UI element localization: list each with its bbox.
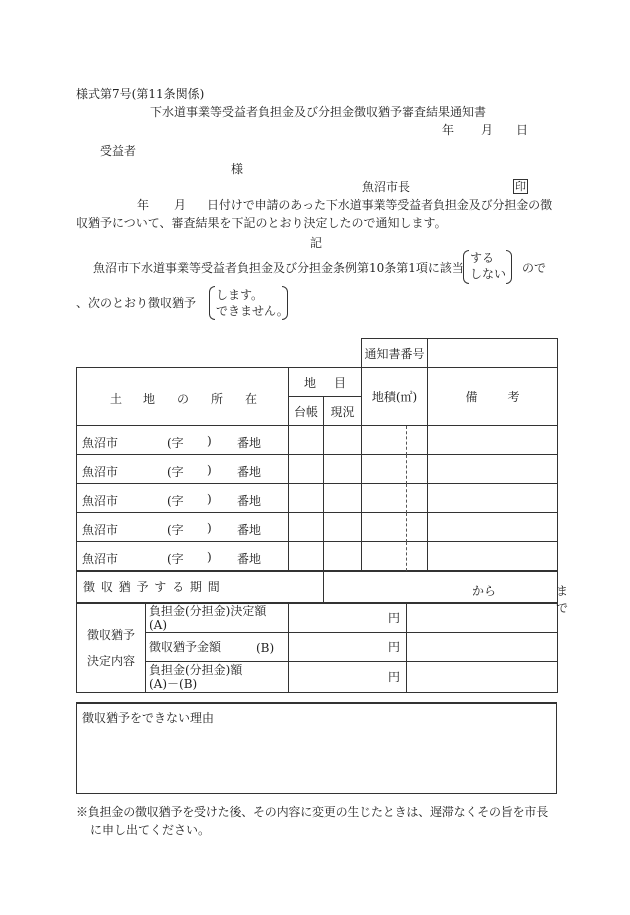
chimoku-header: 地 目 [289, 368, 362, 397]
option-b-1: します。 [216, 288, 264, 302]
reason-box[interactable] [76, 702, 557, 794]
body-line2: 収猶予について、審査結果を下記のとおり決定したので通知します。 [76, 216, 447, 230]
body-line1-month: 月 [174, 198, 187, 212]
option-a-2: しない [470, 267, 507, 281]
decision-row-a-label: 負担金(分担金)決定額 (A) [146, 603, 289, 633]
location-cell: 魚沼市 (字 ) 番地 [77, 455, 289, 484]
remarks-cell[interactable] [428, 426, 558, 455]
genkyo-header: 現況 [324, 397, 362, 426]
option-b-left-brace [209, 286, 215, 320]
period-to: まで [556, 583, 569, 615]
genkyo-cell[interactable] [324, 426, 362, 455]
body-line1-year: 年 [137, 198, 150, 212]
daicho-cell[interactable] [289, 513, 324, 542]
reason-label: 徴収猶予をできない理由 [82, 711, 215, 725]
location-header: 土 地 の 所 在 [77, 368, 289, 426]
daicho-cell[interactable] [289, 426, 324, 455]
decision-row-c-extra[interactable] [407, 661, 558, 692]
footnote-line2: に申し出てください。 [90, 823, 211, 837]
genkyo-cell[interactable] [324, 542, 362, 571]
date-month: 月 [481, 123, 494, 137]
remarks-header: 備 考 [428, 368, 558, 426]
decision-row-b-amount[interactable]: 円 [289, 632, 407, 661]
area-cell[interactable] [362, 513, 428, 542]
notice-number-label: 通知書番号 [362, 339, 428, 368]
area-cell[interactable] [362, 426, 428, 455]
body-line3: 魚沼市下水道事業等受益者負担金及び分担金条例第10条第1項に該当 [93, 261, 464, 275]
area-cell[interactable] [362, 455, 428, 484]
body-line3-end: ので [522, 261, 547, 275]
decision-row-a-extra[interactable] [407, 603, 558, 633]
genkyo-cell[interactable] [324, 484, 362, 513]
table-row [77, 484, 558, 513]
option-a-1: する [470, 251, 495, 265]
land-table [76, 338, 569, 693]
daicho-header: 台帳 [289, 397, 324, 426]
seal-mark: 印 [515, 180, 526, 193]
decision-row-b-label: 徴収猶予金額 (B) [146, 632, 289, 661]
decision-row-c-label: 負担金(分担金)額 (A)－(B) [146, 661, 289, 692]
recipient-honorific: 様 [231, 162, 244, 176]
location-cell: 魚沼市 (字 ) 番地 [77, 426, 289, 455]
period-label: 徴 収 猶 予 す る 期 間 [77, 571, 324, 603]
daicho-cell[interactable] [289, 542, 324, 571]
remarks-cell[interactable] [428, 513, 558, 542]
remarks-cell[interactable] [428, 455, 558, 484]
decision-row-c-amount[interactable]: 円 [289, 661, 407, 692]
decision-label: 徴収猶予 決定内容 [77, 603, 146, 693]
recipient-label: 受益者 [100, 144, 137, 158]
date-day: 日 [516, 123, 529, 137]
option-a-right-brace [506, 250, 512, 284]
remarks-cell[interactable] [428, 542, 558, 571]
decision-row-b-extra[interactable] [407, 632, 558, 661]
table-row [77, 455, 558, 484]
period-field[interactable] [324, 571, 569, 615]
area-cell[interactable] [362, 542, 428, 571]
remarks-cell[interactable] [428, 484, 558, 513]
location-cell: 魚沼市 (字 ) 番地 [77, 513, 289, 542]
period-from: から [472, 583, 497, 598]
genkyo-cell[interactable] [324, 513, 362, 542]
notice-number-field[interactable] [428, 339, 558, 368]
table-row [77, 426, 558, 455]
form-number: 様式第7号(第11条関係) [76, 87, 205, 101]
decision-row-a-amount[interactable]: 円 [289, 603, 407, 633]
table-row [77, 542, 558, 571]
area-cell[interactable] [362, 484, 428, 513]
option-b-right-brace [282, 286, 288, 320]
body-line1: 日付けで申請のあった下水道事業等受益者負担金及び分担金の徴 [207, 198, 552, 212]
location-cell: 魚沼市 (字 ) 番地 [77, 484, 289, 513]
document-title: 下水道事業等受益者負担金及び分担金徴収猶予審査結果通知書 [150, 105, 487, 119]
footnote-line1: ※負担金の徴収猶予を受けた後、その内容に変更の生じたときは、遅滞なくその旨を市長 [76, 805, 549, 819]
option-b-2: できません。 [216, 304, 289, 318]
daicho-cell[interactable] [289, 455, 324, 484]
genkyo-cell[interactable] [324, 455, 362, 484]
location-cell: 魚沼市 (字 ) 番地 [77, 542, 289, 571]
daicho-cell[interactable] [289, 484, 324, 513]
area-header: 地積(㎡) [362, 368, 428, 426]
ki-mark: 記 [310, 236, 323, 250]
date-year: 年 [442, 123, 455, 137]
option-a-left-brace [463, 250, 469, 284]
body-line4: 、次のとおり徴収猶予 [76, 296, 197, 310]
issuer-name: 魚沼市長 [362, 180, 411, 194]
table-row [77, 513, 558, 542]
